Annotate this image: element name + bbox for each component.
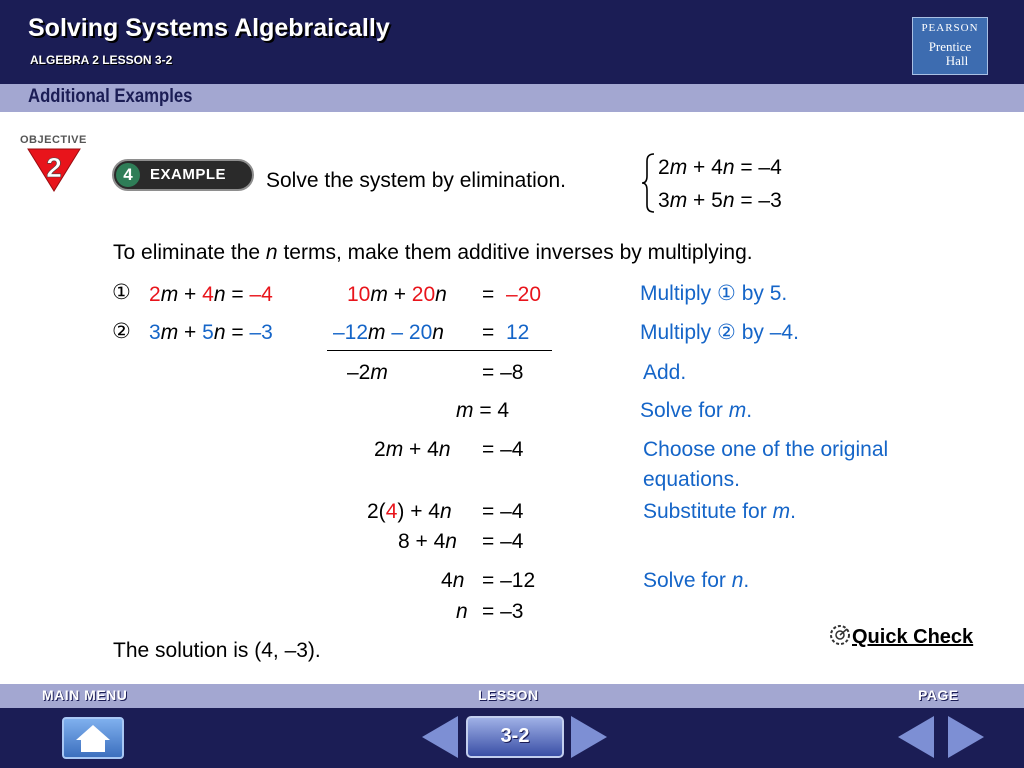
four-n-equation: 4n [441, 569, 465, 592]
multiplied-equation-2-rhs: 12 [506, 321, 530, 344]
original-equation: 2m + 4n [374, 438, 451, 461]
page-label: PAGE [918, 687, 959, 703]
publisher-imprint-line2: Hall [945, 53, 969, 68]
lesson-number-button[interactable]: 3-2 [466, 716, 564, 758]
main-menu-label: MAIN MENU [42, 687, 128, 703]
lesson-prev-button[interactable] [422, 716, 458, 758]
note-multiply-2: Multiply ② by –4. [640, 321, 799, 344]
equation-1: 2m + 4n = –4 [149, 283, 273, 306]
publisher-imprint-line1: Prentice [928, 39, 972, 54]
system-equation-1: 2m + 4n = –4 [658, 156, 782, 179]
equation-2: 3m + 5n = –3 [149, 321, 273, 344]
multiplied-equation-2: –12m – 20n [333, 321, 444, 344]
quick-check-label: Quick Check [852, 626, 974, 648]
sum-divider [327, 350, 552, 351]
sum-rhs: = –8 [482, 361, 524, 384]
simplified-equation: 8 + 4n [398, 530, 457, 553]
multiplied-equation-1: 10m + 20n [347, 283, 447, 306]
original-equation-rhs: = –4 [482, 438, 524, 461]
quick-check-link[interactable] [828, 623, 973, 649]
note-choose-line-2: equations. [643, 468, 740, 491]
note-solve-m: Solve for m. [640, 399, 753, 422]
example-number: 4 [116, 163, 140, 187]
publisher-name: PEARSON [921, 22, 979, 34]
note-solve-n: Solve for n. [643, 569, 750, 592]
intro-text: To eliminate the n terms, make them additive inverses by multiplying. [113, 241, 753, 264]
header-bar [0, 0, 1024, 84]
equation-2-marker: ② [112, 320, 131, 343]
section-bar [0, 84, 1024, 112]
page-next-button[interactable] [948, 716, 984, 758]
sum-lhs: –2m [347, 361, 388, 384]
solution-text: The solution is (4, –3). [113, 639, 321, 662]
four-n-rhs: = –12 [482, 569, 536, 592]
page-prev-button[interactable] [898, 716, 934, 758]
note-substitute: Substitute for m. [643, 500, 796, 523]
footer-label-bar [0, 684, 1024, 708]
multiplied-equation-1-rhs: –20 [506, 283, 542, 306]
lesson-label: LESSON [478, 687, 539, 703]
m-solution: m = 4 [456, 399, 510, 422]
equation-1-marker: ① [112, 281, 131, 304]
multiplied-equation-2-equals: = [482, 321, 495, 344]
note-multiply-1: Multiply ① by 5. [640, 282, 788, 305]
home-icon [64, 719, 122, 757]
example-prompt: Solve the system by elimination. [266, 169, 566, 192]
example-label: EXAMPLE [150, 166, 227, 183]
quick-check-icon [828, 623, 852, 647]
publisher-logo [912, 17, 988, 75]
main-menu-button[interactable] [62, 717, 124, 759]
publisher-imprint [913, 40, 987, 68]
page-title: Solving Systems Algebraically [28, 14, 390, 42]
n-variable: n [456, 600, 468, 623]
note-add: Add. [643, 361, 687, 384]
simplified-equation-rhs: = –4 [482, 530, 524, 553]
system-brace-icon [640, 152, 658, 214]
example-badge [112, 159, 254, 191]
note-choose-line-1: Choose one of the original [643, 438, 889, 461]
system-equation-2: 3m + 5n = –3 [658, 189, 782, 212]
objective-triangle-icon [26, 147, 82, 193]
objective-number: 2 [46, 152, 62, 183]
section-label: Additional Examples [28, 86, 193, 107]
lesson-next-button[interactable] [571, 716, 607, 758]
n-solution: = –3 [482, 600, 524, 623]
objective-label: OBJECTIVE [20, 134, 87, 146]
lesson-subtitle: ALGEBRA 2 LESSON 3-2 [30, 53, 173, 67]
multiplied-equation-1-equals: = [482, 283, 495, 306]
substituted-equation: 2(4) + 4n [367, 500, 452, 523]
substituted-equation-rhs: = –4 [482, 500, 524, 523]
